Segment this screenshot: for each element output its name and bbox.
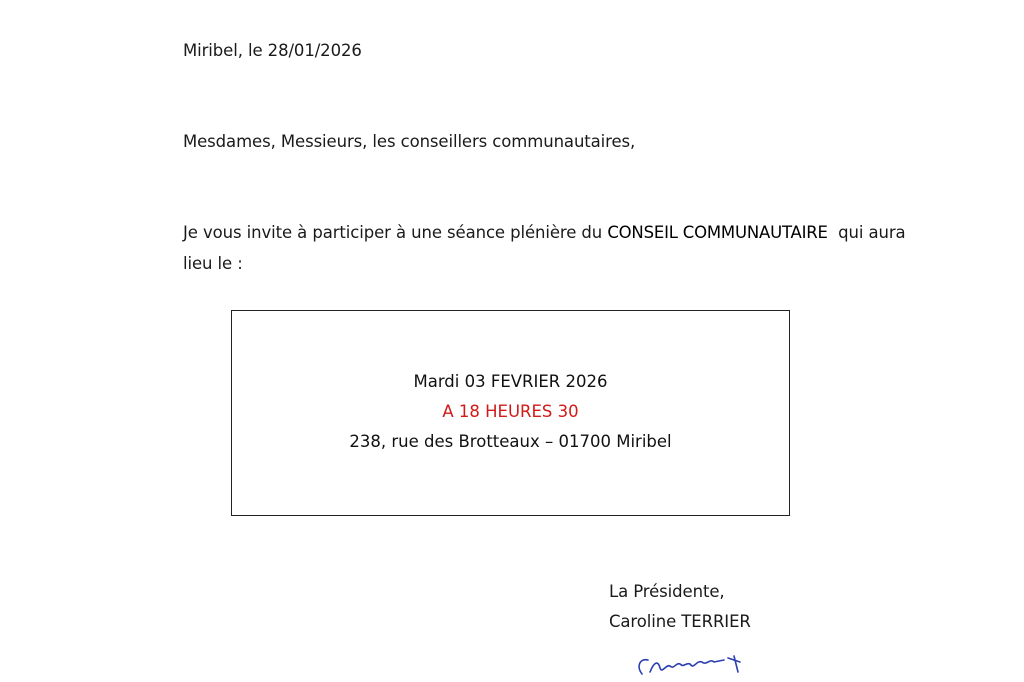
council-name: CONSEIL COMMUNAUTAIRE — [607, 223, 828, 242]
signatory-title: La Présidente, — [609, 582, 725, 601]
invitation-text-before: Je vous invite à participer à une séance plénière du — [183, 223, 608, 242]
place-date: Miribel, le 28/01/2026 — [183, 41, 362, 60]
meeting-details-box — [231, 310, 790, 516]
signatory-name: Caroline TERRIER — [609, 612, 751, 631]
handwritten-signature — [628, 652, 788, 682]
meeting-address: 238, rue des Brotteaux – 01700 Miribel — [349, 432, 672, 451]
invitation-text-after: qui aura — [827, 223, 906, 242]
salutation: Mesdames, Messieurs, les conseillers communautaires, — [183, 132, 636, 151]
invitation-line-1 — [183, 222, 906, 244]
meeting-date: Mardi 03 FEVRIER 2026 — [413, 372, 608, 391]
meeting-time: A 18 HEURES 30 — [442, 402, 579, 421]
invitation-line-2: lieu le : — [183, 254, 243, 273]
